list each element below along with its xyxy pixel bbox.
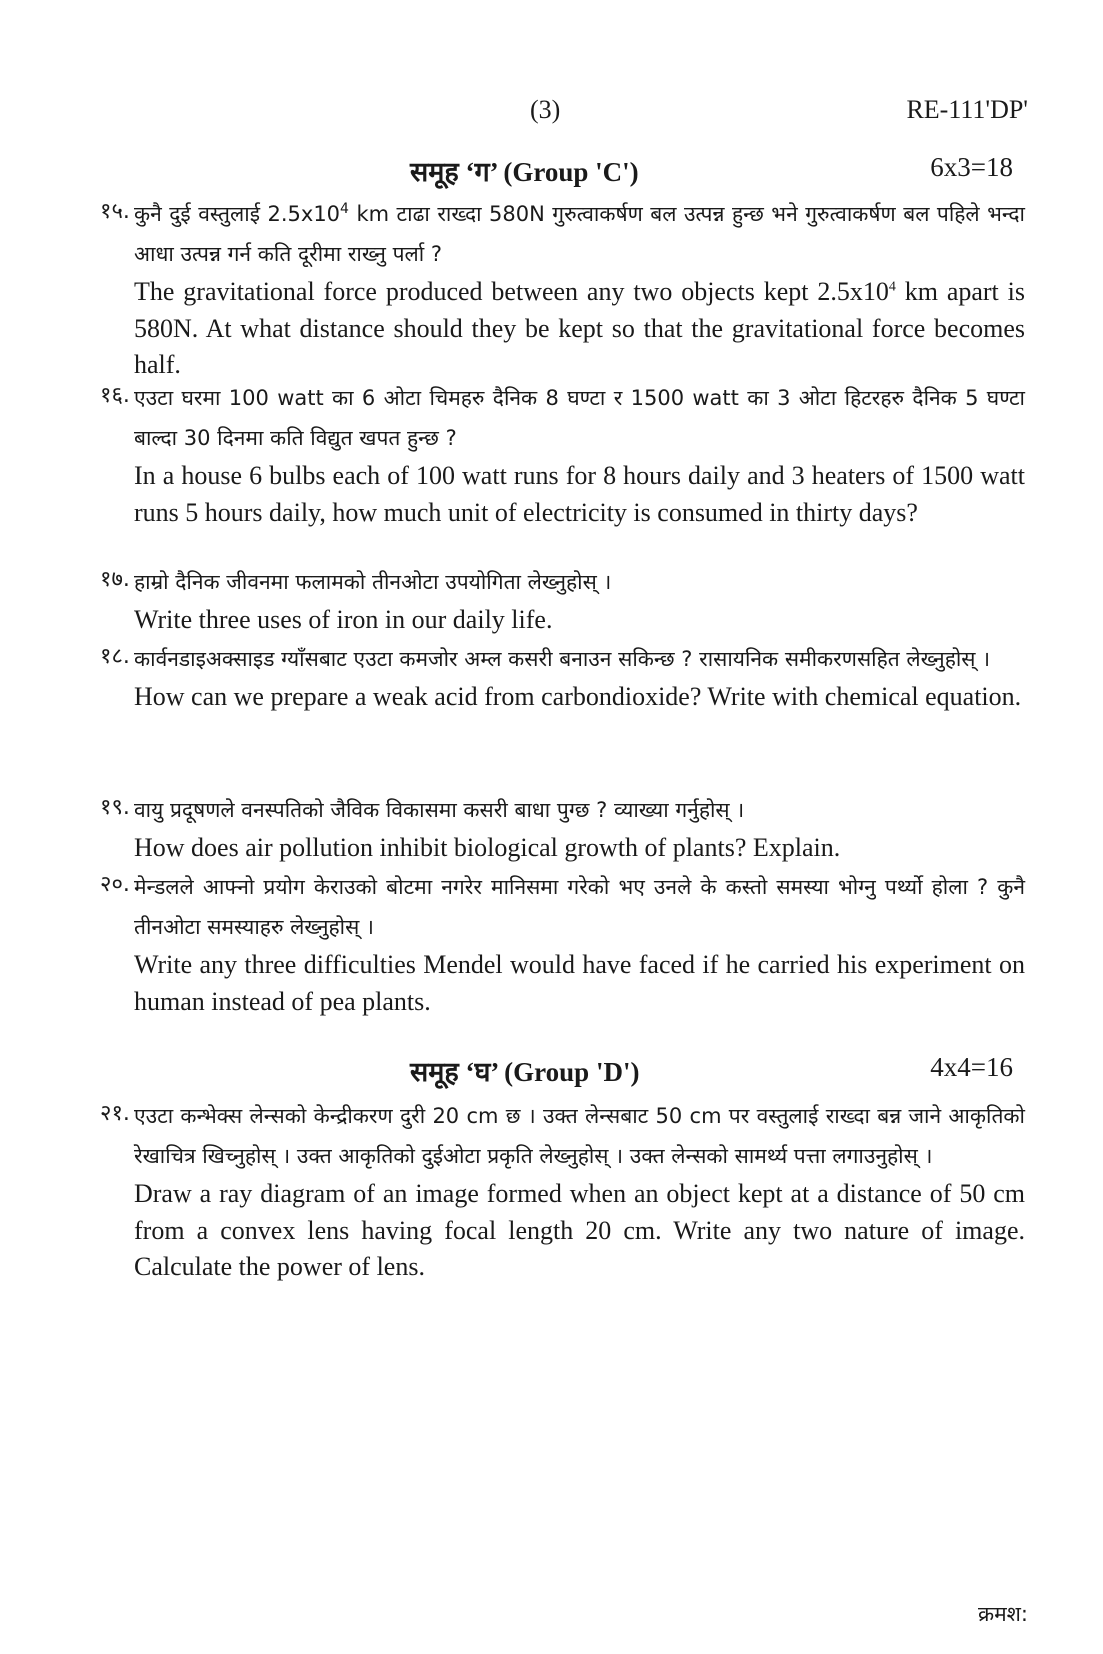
- question-text-english: In a house 6 bulbs each of 100 watt runs for 8 hours daily and 3 heaters of 1500 watt runs 5 hours daily, how much unit of electricity is consumed in thirty days?: [134, 461, 1025, 527]
- group-d-heading: [0, 1052, 1103, 1092]
- question-text-nepali: कुनै दुई वस्तुलाई $2.5x10^4$ km टाढा राख्दा 580N गुरुत्वाकर्षण बल उत्पन्न हुन्छ भने गुरुत्वाकर्षण बल पहिले भन्दा आधा उत्पन्न गर्न कति दूरीमा राख्नु पर्ला ?: [134, 201, 1025, 266]
- question-text-english: Write three uses of iron in our daily life.: [134, 605, 553, 634]
- question-number: १५.: [100, 199, 130, 224]
- question-text-english: Draw a ray diagram of an image formed when an object kept at a distance of 50 cm from a convex lens having focal length 20 cm. Write any two nature of image. Calculate the power of lens.: [134, 1179, 1025, 1281]
- page-number: (3): [530, 95, 561, 124]
- question-17: [100, 562, 1025, 639]
- question-20: [100, 867, 1025, 1020]
- question-18: [100, 639, 1025, 716]
- question-text-nepali: एउटा घरमा 100 watt का 6 ओटा चिमहरु दैनिक 8 घण्टा र 1500 watt का 3 ओटा हिटरहरु दैनिक 5 घण्टा बाल्दा 30 दिनमा कति विद्युत खपत हुन्छ ?: [134, 386, 1025, 450]
- question-number: १८.: [100, 644, 130, 669]
- question-16: [100, 378, 1025, 531]
- question-number: २१.: [100, 1101, 130, 1126]
- group-d-title: समूह ‘घ’ (Group 'D'): [410, 1057, 640, 1087]
- group-c-marks: 6x3=18: [930, 152, 1013, 182]
- question-number: १६.: [100, 383, 130, 408]
- question-text-english: Write any three difficulties Mendel would have faced if he carried his experiment on human instead of pea plants.: [134, 950, 1025, 1016]
- question-15: [100, 194, 1025, 384]
- question-number: १९.: [100, 795, 130, 820]
- question-text-english: The gravitational force produced between any two objects kept $2.5x10^4$ km apart is 580N. At what distance should they be kept so that the gravitational force becomes half.: [134, 277, 1025, 379]
- question-text-nepali: मेन्डलले आफ्नो प्रयोग केराउको बोटमा नगरेर मानिसमा गरेको भए उनले के कस्तो समस्या भोग्नु पर्थ्यो होला ? कुनै तीनओटा समस्याहरु लेख्नुहोस् ।: [134, 875, 1025, 939]
- question-text-nepali: वायु प्रदूषणले वनस्पतिको जैविक विकासमा कसरी बाधा पुग्छ ? व्याख्या गर्नुहोस् ।: [134, 798, 745, 822]
- group-c-title: समूह ‘ग’ (Group 'C'): [410, 157, 639, 187]
- question-number: २०.: [100, 872, 130, 897]
- group-c-heading: [0, 152, 1103, 192]
- question-19: [100, 790, 1025, 867]
- question-text-nepali: कार्वनडाइअक्साइड ग्याँसबाट एउटा कमजोर अम्ल कसरी बनाउन सकिन्छ ? रासायनिक समीकरणसहित लेख्नुहोस् ।: [134, 647, 991, 671]
- question-number: १७.: [100, 567, 130, 592]
- question-21: [100, 1096, 1025, 1286]
- paper-code: RE-111'DP': [906, 95, 1028, 124]
- question-text-english: How can we prepare a weak acid from carbondioxide? Write with chemical equation.: [134, 682, 1022, 711]
- continued-note: क्रमश:: [977, 1602, 1028, 1626]
- group-d-marks: 4x4=16: [930, 1052, 1013, 1082]
- question-text-english: How does air pollution inhibit biological growth of plants? Explain.: [134, 833, 841, 862]
- question-text-nepali: हाम्रो दैनिक जीवनमा फलामको तीनओटा उपयोगिता लेख्नुहोस् ।: [134, 570, 612, 594]
- page-header: [0, 95, 1103, 135]
- question-text-nepali: एउटा कन्भेक्स लेन्सको केन्द्रीकरण दुरी 20 cm छ । उक्त लेन्सबाट 50 cm पर वस्तुलाई राख्दा बन्न जाने आकृतिको रेखाचित्र खिच्नुहोस् । उक्त आकृतिको दुईओटा प्रकृति लेख्नुहोस् । उक्त लेन्सको सामर्थ्य पत्ता लगाउनुहोस् ।: [134, 1104, 1025, 1168]
